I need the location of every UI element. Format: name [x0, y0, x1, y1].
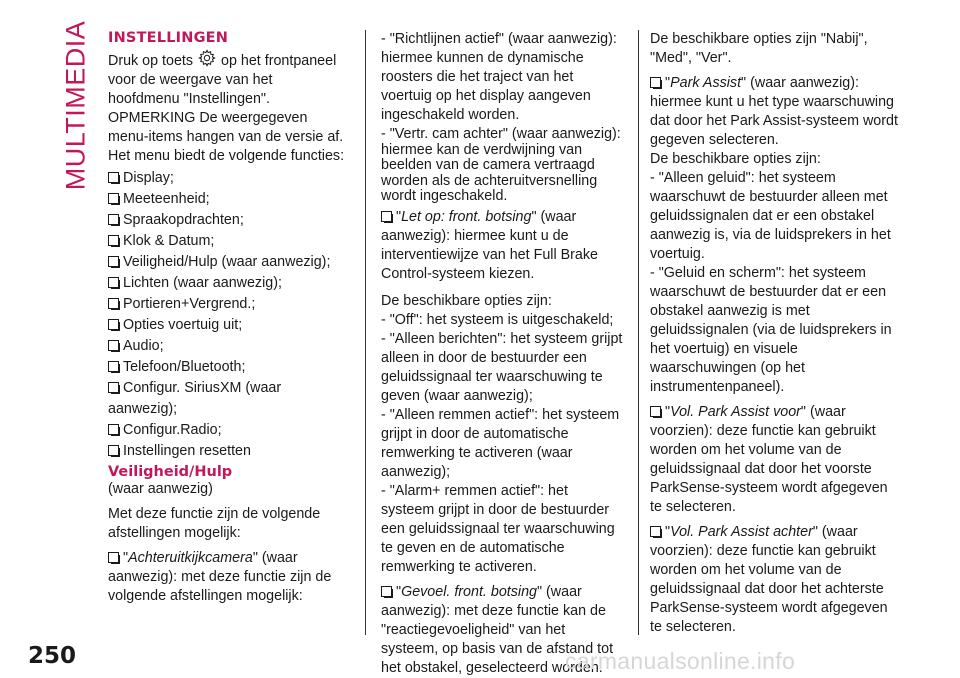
checkbox-bullet-icon [108, 552, 119, 563]
sensitivity-desc: (waar aanwezig): met deze functie kan de "reactiegevoeligheid" van het systeem, op basis van de afstand tot het obstakel, geselecteerd worden. [381, 583, 614, 676]
page-number: 250 [28, 643, 77, 669]
settings-gear-icon [198, 49, 216, 67]
list-item: Telefoon/Bluetooth; [108, 357, 348, 378]
list-item: Veiligheid/Hulp (waar aanwezig); [108, 252, 348, 273]
checkbox-bullet-icon [650, 526, 661, 537]
list-item: Display; [108, 168, 348, 189]
checkbox-bullet-icon [381, 211, 392, 222]
intro-paragraph [108, 49, 348, 109]
park-assist-desc: (waar aanwezig): hiermee kunt u het type waarschuwing dat door het Park Assist-systeem wordt gegeven selecteren. [650, 75, 898, 148]
menu-intro: Het menu biedt de volgende functies: [108, 148, 345, 164]
rear-camera-desc: (waar aanwezig): met deze functie zijn de volgende afstellingen mogelijk: [108, 550, 332, 604]
park-assist-name: Park Assist [670, 75, 742, 91]
list-item: Meeteenheid; [108, 189, 348, 210]
front-volume-desc: (waar voorzien): deze functie kan gebruikt worden om het volume van de geluidssignaal dat door het voorste ParkSense-systeem wordt afgegeven te selecteren. [650, 404, 888, 515]
column-3 [650, 30, 900, 637]
checkbox-bullet-icon [108, 424, 119, 435]
checkbox-bullet-icon [108, 298, 119, 309]
checkbox-bullet-icon [108, 277, 119, 288]
column-1 [108, 30, 348, 606]
list-item: Configur. SiriusXM (waar aanwezig); [108, 380, 282, 417]
list-item: Audio; [108, 336, 348, 357]
section-title: INSTELLINGEN [108, 30, 229, 46]
option-alarm: - "Alarm+ remmen actief": het systeem grijpt in door de bestuurder een geluidssignaal ter waarschuwing te geven en de automatische remwerking te activeren. [381, 482, 615, 575]
sensitivity-item: "Gevoel. front. botsing" (waar aanwezig): met deze functie kan de "reactiegevoeligheid" van het systeem, op basis van de afstand tot het obstakel, geselecteerd worden. [381, 583, 614, 676]
sensitivity-name: Gevoel. front. botsing [401, 583, 537, 600]
rear-camera-delay-option: - "Vertr. cam achter" (waar aanwezig): hiermee kan de verdwijning van beelden van de camera vertraagd worden als de achteruitversnelling wordt ingeschakeld. [381, 126, 621, 204]
rear-camera-name: Achteruitkijkcamera [128, 550, 253, 566]
front-volume-item: "Vol. Park Assist voor" (waar voorzien): deze functie kan gebruikt worden om het volume van de geluidssignaal dat door het voorste ParkSense-systeem wordt afgegeven te selecteren. [650, 404, 888, 515]
checkbox-bullet-icon [108, 172, 119, 183]
checkbox-bullet-icon [381, 586, 392, 597]
options-intro: De beschikbare opties zijn: [650, 151, 821, 167]
distance-options: De beschikbare opties zijn "Nabij", "Med", "Ver". [650, 31, 868, 66]
intro-rest: voor de weergave van het hoofdmenu "Instellingen". [108, 72, 273, 107]
list-item: Portieren+Vergrend.; [108, 294, 348, 315]
rear-camera-item: "Achteruitkijkcamera" (waar aanwezig): met deze functie zijn de volgende afstellingen mogelijk: [108, 550, 332, 604]
list-item: Lichten (waar aanwezig); [108, 273, 348, 294]
rear-volume-desc: (waar voorzien): deze functie kan gebruikt worden om het volume van de geluidssignaal dat door het achterste ParkSense-systeem wordt afgegeven te selecteren. [650, 524, 888, 635]
column-2 [381, 30, 623, 678]
checkbox-bullet-icon [108, 256, 119, 267]
checkbox-bullet-icon [108, 445, 119, 456]
rear-volume-item: "Vol. Park Assist achter" (waar voorzien): deze functie kan gebruikt worden om het volume van de geluidssignaal dat door het achterste ParkSense-systeem wordt afgegeven te selecteren. [650, 524, 888, 635]
checkbox-bullet-icon [650, 406, 661, 417]
checkbox-bullet-icon [108, 361, 119, 372]
list-item: Klok & Datum; [108, 231, 348, 252]
intro-after-icon: op het frontpaneel [221, 53, 337, 69]
guidelines-option: - "Richtlijnen actief" (waar aanwezig): hiermee kunnen de dynamische roosters die het traject van het voertuig op het display aangeven ingeschakeld worden. [381, 31, 617, 123]
list-item: Spraakopdrachten; [108, 210, 348, 231]
checkbox-bullet-icon [108, 214, 119, 225]
list-item: Instellingen resetten [108, 441, 348, 462]
version-note: OPMERKING De weergegeven menu-items hangen van de versie af. [108, 110, 344, 145]
list-item: Configur.Radio; [108, 420, 348, 441]
column-divider-right [638, 30, 639, 635]
side-label-text: MULTIMEDIA [60, 20, 91, 190]
menu-list [108, 168, 348, 462]
checkbox-bullet-icon [108, 193, 119, 204]
subsection-title: Veiligheid/Hulp [108, 464, 233, 480]
subsection-note: (waar aanwezig) [108, 481, 213, 497]
intro-before-icon: Druk op toets [108, 53, 194, 69]
column-divider-left [365, 30, 366, 635]
checkbox-bullet-icon [108, 340, 119, 351]
option-off: - "Off": het systeem is uitgeschakeld; [381, 311, 614, 328]
checkbox-bullet-icon [108, 319, 119, 330]
option-sound-only: - "Alleen geluid": het systeem waarschuwt de bestuurder alleen met geluidssignalen dat er een obstakel aanwezig is, via de luidsprekers in het voertuig. [650, 170, 891, 262]
list-item: Opties voertuig uit; [108, 315, 348, 336]
options-intro: De beschikbare opties zijn: [381, 292, 552, 309]
front-volume-name: Vol. Park Assist voor [670, 404, 801, 420]
option-brake: - "Alleen remmen actief": het systeem grijpt in door de automatische remwerking te activeren (waar aanwezig); [381, 406, 620, 480]
side-label [52, 20, 100, 190]
let-op-desc: (waar aanwezig): hiermee kunt u de interventiewijze van het Full Brake Control-systeem kiezen. [381, 208, 598, 282]
checkbox-bullet-icon [650, 77, 661, 88]
rear-volume-name: Vol. Park Assist achter [670, 524, 813, 540]
option-alerts: - "Alleen berichten": het systeem grijpt alleen in door de bestuurder een geluidssignaal ter waarschuwing te geven (waar aanwezig); [381, 330, 623, 404]
option-sound-screen: - "Geluid en scherm": het systeem waarschuwt de bestuurder dat er een obstakel aanwezig is met geluidssignalen (via de luidsprekers in het voertuig) en visuele waarschuwingen (op het instrumentenpaneel). [650, 265, 892, 395]
checkbox-bullet-icon [108, 382, 119, 393]
watermark: carmanualsonline.info [565, 648, 796, 674]
checkbox-bullet-icon [108, 235, 119, 246]
park-assist-item: "Park Assist" (waar aanwezig): hiermee kunt u het type waarschuwing dat door het Park Assist-systeem wordt gegeven selecteren. [650, 75, 898, 148]
let-op-item: "Let op: front. botsing" (waar aanwezig): hiermee kunt u de interventiewijze van het Full Brake Control-systeem kiezen. [381, 208, 598, 282]
settings-intro: Met deze functie zijn de volgende afstellingen mogelijk: [108, 506, 321, 541]
let-op-name: Let op: front. botsing [401, 208, 532, 225]
